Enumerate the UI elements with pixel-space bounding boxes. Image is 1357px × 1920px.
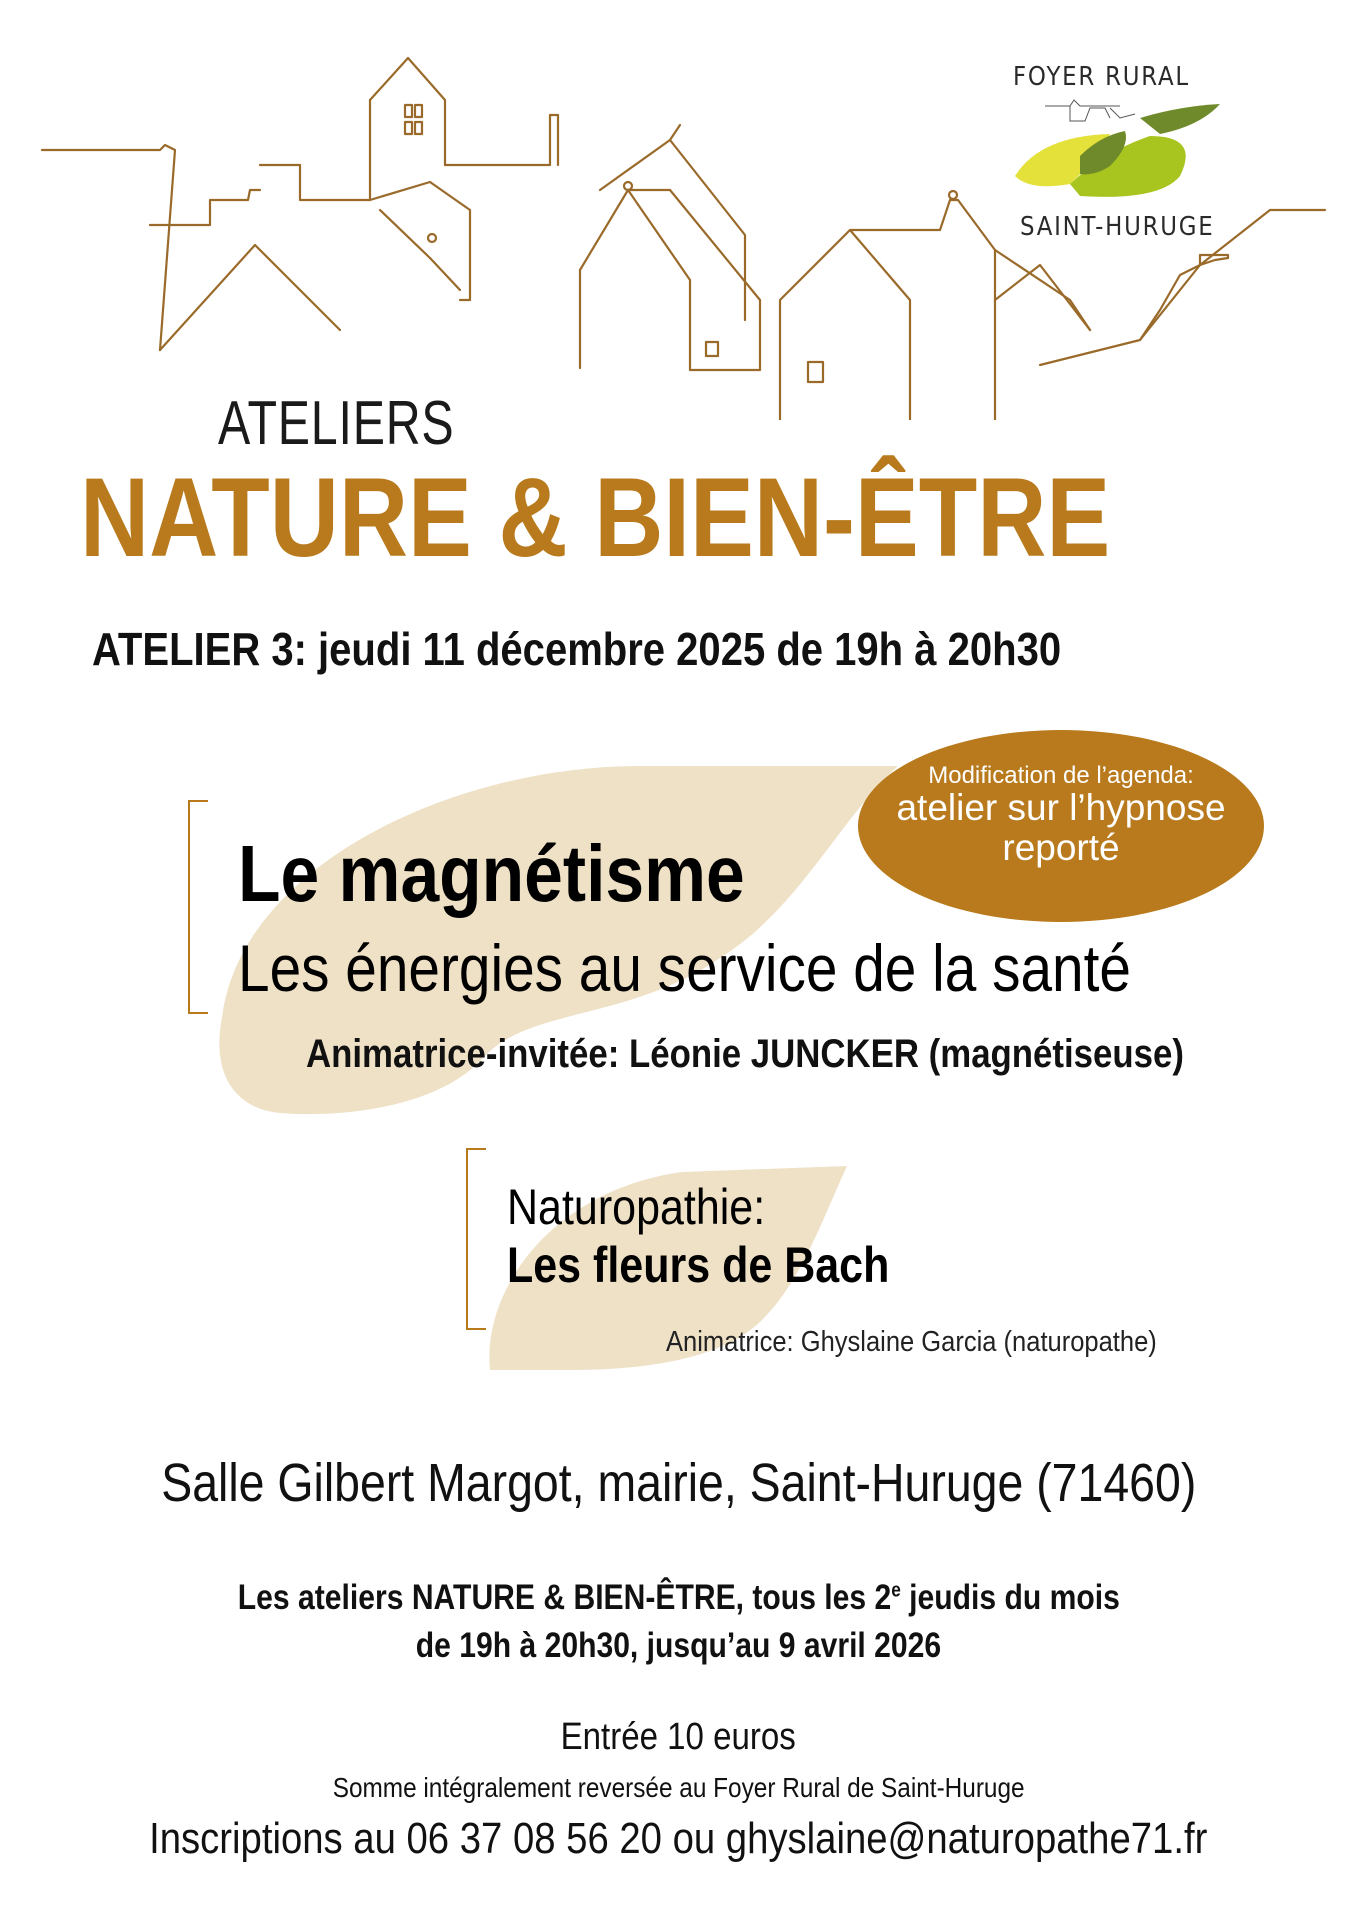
schedule-ordinal: e (890, 1579, 901, 1602)
contact-info-text: Inscriptions au 06 37 08 56 20 ou ghyslaine@naturopathe71.fr (149, 1814, 1208, 1863)
topic1-host: Animatrice-invitée: Léonie JUNCKER (magnétiseuse) (306, 1032, 1184, 1076)
entry-fee-text: Entrée 10 euros (560, 1716, 797, 1758)
badge-main-text (858, 788, 1264, 868)
topic1-subtitle: Les énergies au service de la santé (238, 931, 1131, 1005)
schedule-line-1-before: Les ateliers NATURE & BIEN-ÊTRE, tous les 2 (237, 1578, 891, 1617)
topic2-title: Naturopathie: (507, 1179, 766, 1235)
donation-note (0, 1772, 1357, 1804)
bracket-1 (188, 800, 208, 1014)
main-title: NATURE & BIEN-ÊTRE (80, 455, 1111, 580)
badge-line-2: reporté (1002, 827, 1120, 868)
village-landscape-logo-icon (1010, 96, 1240, 208)
ateliers-label: ATELIERS (218, 389, 455, 458)
logo-bottom-text: SAINT-HURUGE (1020, 212, 1215, 242)
topic1-title: Le magnétisme (238, 829, 745, 918)
session-date: ATELIER 3: jeudi 11 décembre 2025 de 19h à 20h30 (92, 623, 1062, 675)
agenda-change-badge (858, 730, 1264, 922)
topic2-host: Animatrice: Ghyslaine Garcia (naturopathe) (666, 1326, 1157, 1358)
logo-top-text: FOYER RURAL (1013, 62, 1190, 92)
contact-info (0, 1814, 1357, 1864)
schedule-line-1-text (237, 1578, 1119, 1618)
schedule-line-2 (0, 1626, 1357, 1666)
schedule-line-1-after: jeudis du mois (900, 1578, 1120, 1617)
bracket-2 (466, 1148, 486, 1330)
schedule-line-1 (0, 1578, 1357, 1618)
entry-fee (0, 1716, 1357, 1759)
schedule-line-2-text: de 19h à 20h30, jusqu’au 9 avril 2026 (415, 1626, 942, 1665)
donation-note-text: Somme intégralement reversée au Foyer Rural de Saint-Huruge (332, 1772, 1025, 1803)
topic2-subtitle: Les fleurs de Bach (507, 1237, 890, 1293)
venue (0, 1452, 1357, 1514)
venue-text: Salle Gilbert Margot, mairie, Saint-Huruge (71460) (160, 1453, 1197, 1513)
badge-line-1: atelier sur l’hypnose (896, 787, 1226, 828)
badge-small-text: Modification de l’agenda: (928, 762, 1194, 789)
